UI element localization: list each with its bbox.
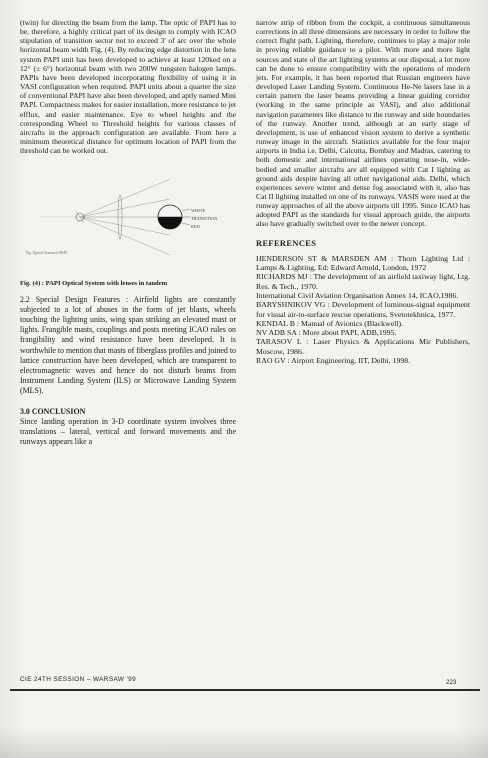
right-paragraph: narrow strip of ribbon from the cockpit, a continuous simultaneous corrections in all three dimensions are necessary in order to follow the correct flight path. Lighting, therefore, continues to play a major role in proving reliable guidance to a pilot. With more and more light sources and state of the art lighting systems at our disposal, a lot more can be done to ensure compatibility with the operations of modern jets. For example, it has been reported that Russian engineers have developed Laser Landing System. Continuous He-Ne lasers lase in a certain pattern the laser beams providing a linear guiding corridor (working in the same principle as VASI), and also additional navigation parameters like distance to the runway and side boundaries of the runway. Another trend, although at an early stage of development, is use of enhanced vision system to derive a synthetic runway image in the aircraft. Statistics available for the four major airports in India i.e. Delhi, Calcutta, Bombay and Madras, catering to both domestic and international airlines operating nose-in, wide-bodied and smaller aircrafts are all equipped with Cat I lighting as ground aids despite having all other navigational aids. Delhi, which experiences severe winter and dense fog associated with it, also has Cat II lighting installed on one of its runways. VASIS were used at the runway approaches of all the above airports till 1995. Since ICAO has adopted PAPI as the standards for visual approach guide, the airports also have gradually switched over to the newer concept. <box>256 18 470 229</box>
left-body <box>20 295 236 448</box>
papi-figure <box>20 159 236 275</box>
intro-paragraph: (twin) for directing the beam from the lamp. The optic of PAPI has to be, therefore, a highly critical part of its design to comply with ICAO stipulation of transition sector not to exceed 3' of arc over the whole horizontal beam width Fig. (4). By reducing edge distortion in the lens system PAPI unit has been developed to achieve at least 120ked on a 12° (± 6°) horizontal beam with two 200W tungsten halogen lamps. PAPIs have been developed incorporating flexibility of using it in VASI configuration when required. PAPI units about a quarter the size of conventional PAPI have also been developed, and aptly named Mini PAPI. Compactness makes for easier installation, more resistance to jet efflux, and easier maintenance. Eye to wheel heights and the corresponding Wheel to Threshold heights for various classes of aircrafts in the approach configuration are available. From here a minimum theoretical distance for optimum location of PAPI from the threshold can be worked out. <box>20 18 236 156</box>
footer-session: CIE 24TH SESSION – WARSAW '99 <box>20 676 137 683</box>
footer-divider <box>10 689 480 691</box>
figure-label-transition: TRANSITION <box>191 216 218 222</box>
section-2-2: 2.2 Special Design Features : Airfield lights are constantly subjected to a lot of abuses in the form of jet blasts, wheels touching the lighting units, wing span striking an elevated mast or lights. Frangible masts, couplings and posts meeting ICAO rules on frangibility and wind resistance have been developed. It is worthwhile to mention that masts of fiberglass profiles and joined to lattice construction have been developed, which are transparent to electromagnetic waves and hence do not disturb beams from Instrument Landing System (ILS) or Microwave Landing System (MLS). <box>20 294 236 396</box>
figure-caption: Fig. (4) : PAPI Optical System with lenses in tandem <box>20 280 168 288</box>
section-3-0-text: Since landing operation in 3-D coordinate system involves three translations – lateral, vertical and forward movements and the runways appears like a <box>20 416 236 447</box>
figure-label-white: WHITE <box>191 208 206 214</box>
right-column <box>256 18 470 365</box>
scan-shadow <box>0 728 488 758</box>
reference-item: BARYSHNIKOV VG : Development of luminous-signal equipment for visual air-to-surface rescue operations, Svetotekhnica, 1977. <box>256 300 470 319</box>
reference-item: International Civil Aviation Organisation Annex 14, ICAO,1986. <box>256 290 459 300</box>
reference-item: KENDAL B : Manual of Avionics (Blackwell). <box>256 318 404 328</box>
reference-item: TARASOV L : Laser Physics & Applications Mir Publishers, Moscow, 1986. <box>256 337 470 356</box>
footer-page-number: 223 <box>446 679 457 686</box>
left-column <box>20 18 236 447</box>
reference-item: RAO GV : Airport Engineering, IIT, Delhi, 1998. <box>256 356 411 366</box>
reference-item: HENDERSON ST & MARSDEN AM : Thorn Lighting Ltd : Lamps & Lighting, Ed: Edward Arnold, London, 1972 <box>256 253 470 273</box>
figure-label-red: RED <box>191 224 200 230</box>
reference-item: NV ADB SA : More about PAPI, ADB,1995. <box>256 328 397 338</box>
references-title: REFERENCES <box>256 238 317 248</box>
reference-item: RICHARDS MJ : The development of an airfield taxiway light, Ltg. Res. & Tech., 1970. <box>256 272 470 291</box>
figure-small-label: Fig. Optical System of PAPI <box>26 251 67 256</box>
section-3-0-heading: 3.0 CONCLUSION <box>20 406 86 416</box>
